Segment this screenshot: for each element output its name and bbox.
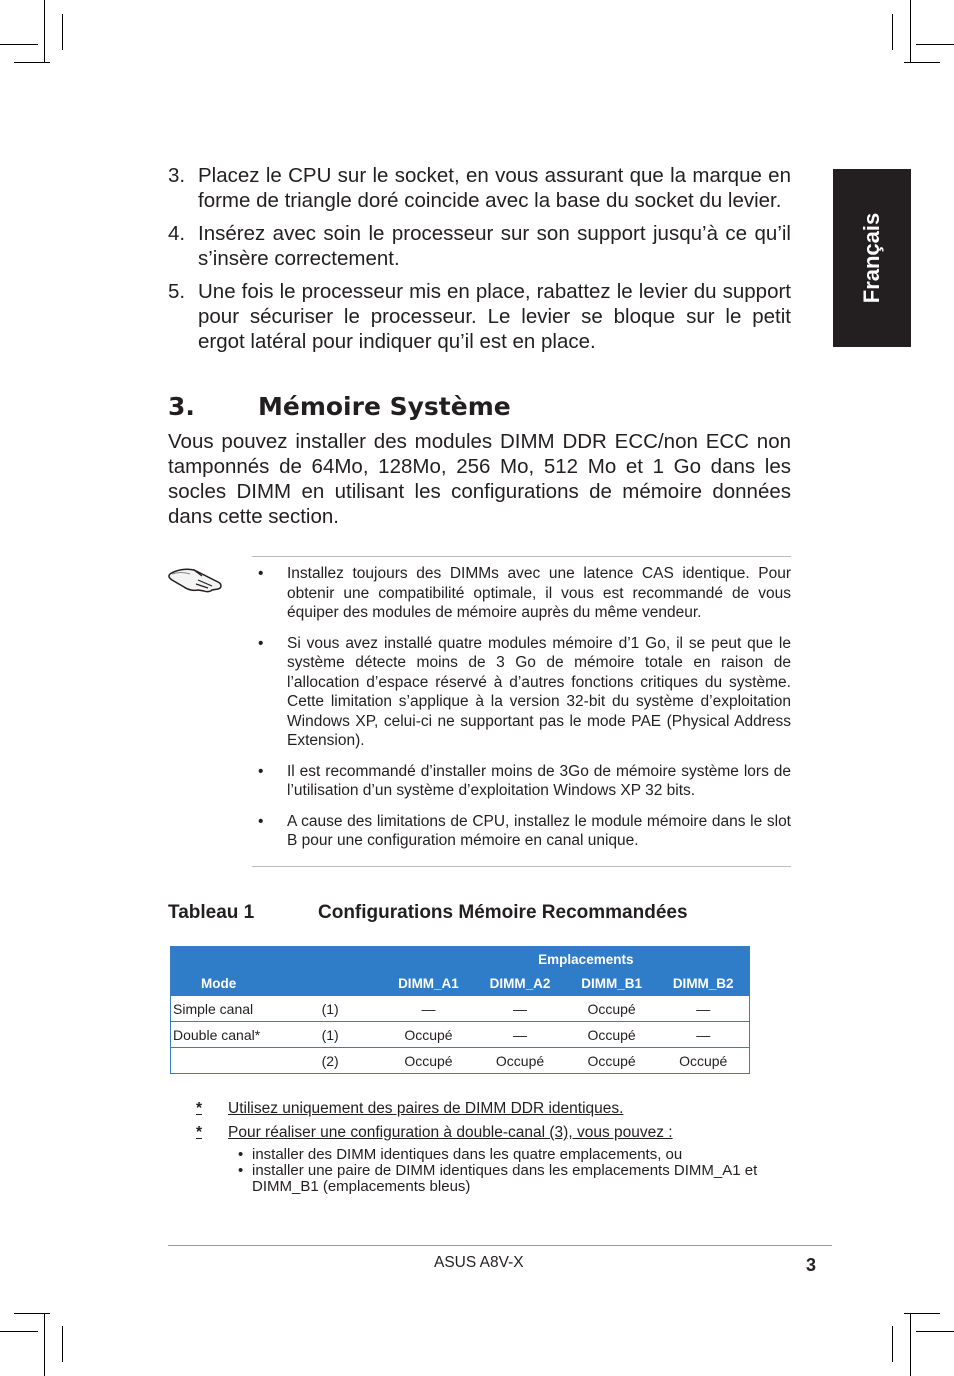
section-heading [168, 392, 791, 421]
note-text: A cause des limitations de CPU, installez le module mémoire dans le slot B pour une configuration mémoire en canal unique. [287, 812, 791, 849]
table-row [171, 1048, 750, 1074]
step-number: 4. [168, 222, 186, 245]
note-item [252, 564, 791, 623]
config-number-cell: (1) [322, 1022, 383, 1048]
step-number: 5. [168, 280, 186, 303]
crop-mark [904, 62, 940, 63]
slot-header: DIMM_B1 [566, 971, 658, 996]
crop-mark [892, 1326, 893, 1362]
mode-cell: Simple canal [171, 996, 322, 1022]
note-text: Installez toujours des DIMMs avec une latence CAS identique. Pour obtenir une compatibilité optimale, il vous est recommandé de vous équiper des modules de mémoire auprès du même vendeur. [287, 565, 791, 621]
slot-cell: — [383, 996, 475, 1022]
slot-cell: Occupé [657, 1048, 749, 1074]
bullet: • [258, 812, 264, 830]
step-item [168, 163, 791, 213]
crop-mark [44, 1314, 45, 1376]
slot-cell: — [474, 1022, 566, 1048]
slot-header: DIMM_A2 [474, 971, 566, 996]
footnote-subitem-text: installer une paire de DIMM identiques dans les emplacements DIMM_A1 et DIMM_B1 (emplacements bleus) [252, 1162, 758, 1195]
note-item [252, 634, 791, 751]
section-number: 3. [168, 392, 195, 421]
crop-mark [44, 0, 45, 62]
footnote-text: Utilisez uniquement des paires de DIMM DDR identiques. [228, 1100, 624, 1117]
note-item [252, 762, 791, 801]
slot-cell: Occupé [383, 1048, 475, 1074]
language-tab-label: Français [859, 212, 884, 304]
crop-mark [62, 14, 63, 50]
step-item [168, 279, 791, 354]
footnote-sublist [196, 1147, 796, 1195]
slot-cell: Occupé [383, 1022, 475, 1048]
bullet: • [238, 1146, 244, 1163]
slot-cell: — [657, 996, 749, 1022]
bullet: • [238, 1162, 244, 1179]
table-caption-title: Configurations Mémoire Recommandées [318, 902, 688, 923]
footnote [196, 1097, 796, 1121]
footnote [196, 1121, 796, 1145]
footnote-subitem [238, 1147, 796, 1163]
crop-mark [904, 1313, 940, 1314]
table-row [171, 1022, 750, 1048]
step-text: Insérez avec soin le processeur sur son support jusqu’à ce qu’il s’insère correctement. [198, 222, 791, 270]
step-text: Placez le CPU sur le socket, en vous assurant que la marque en forme de triangle doré coincide avec la base du socket du levier. [198, 164, 791, 212]
slot-cell: Occupé [566, 1022, 658, 1048]
footer-divider [168, 1245, 832, 1246]
table-caption-label: Tableau 1 [168, 902, 255, 923]
slot-cell: Occupé [566, 996, 658, 1022]
config-number-cell: (1) [322, 996, 383, 1022]
slots-group-header: Emplacements [383, 947, 750, 972]
crop-mark [916, 1331, 954, 1332]
crop-mark [0, 1331, 38, 1332]
crop-mark [892, 14, 893, 50]
footnote-subitem-text: installer des DIMM identiques dans les quatre emplacements, ou [252, 1146, 683, 1163]
crop-mark [14, 1313, 50, 1314]
mode-header: Mode [171, 971, 322, 996]
crop-mark [910, 0, 911, 62]
page-number: 3 [806, 1255, 817, 1275]
footnote-star: * [196, 1100, 203, 1117]
step-item [168, 221, 791, 271]
table-footnotes [196, 1097, 796, 1195]
section-title: Mémoire Système [258, 392, 511, 421]
crop-mark [916, 44, 954, 45]
slot-header: DIMM_B2 [657, 971, 749, 996]
language-tab [833, 169, 911, 347]
step-list [168, 163, 791, 362]
slot-cell: Occupé [474, 1048, 566, 1074]
note-text: Il est recommandé d’installer moins de 3Go de mémoire système lors de l’utilisation d’un système d’exploitation Windows XP 32 bits. [287, 762, 791, 799]
crop-mark [14, 62, 50, 63]
memory-config-table [170, 946, 750, 1074]
crop-mark [910, 1314, 911, 1376]
table-caption [168, 902, 791, 924]
footnote-subitem [238, 1163, 796, 1195]
slot-cell: — [474, 996, 566, 1022]
table-header-row [171, 971, 750, 996]
slot-header: DIMM_A1 [383, 971, 475, 996]
slot-cell: — [657, 1022, 749, 1048]
crop-mark [0, 44, 38, 45]
table-row [171, 996, 750, 1022]
config-number-cell: (2) [322, 1048, 383, 1074]
note-hand-icon [168, 560, 224, 594]
footnote-text: Pour réaliser une configuration à double-canal (3), vous pouvez : [228, 1124, 673, 1141]
step-number: 3. [168, 164, 186, 187]
step-text: Une fois le processeur mis en place, rabattez le levier du support pour sécuriser le processeur. Le levier se bloque sur le petit ergot latéral pour indiquer qu’il est en place. [198, 280, 791, 353]
note-item [252, 812, 791, 851]
bullet: • [258, 634, 264, 652]
mode-cell [171, 1048, 322, 1074]
footer-product: ASUS A8V-X [434, 1254, 524, 1271]
footnote-star: * [196, 1124, 203, 1141]
table-header-row [171, 947, 750, 972]
intro-paragraph: Vous pouvez installer des modules DIMM DDR ECC/non ECC non tamponnés de 64Mo, 128Mo, 256 Mo, 512 Mo et 1 Go dans les socles DIMM en utilisant les configurations de mémoire données dans cette section. [168, 430, 791, 528]
bullet: • [258, 565, 264, 582]
bullet: • [258, 762, 264, 780]
note-box [252, 556, 791, 867]
slot-cell: Occupé [566, 1048, 658, 1074]
crop-mark [62, 1326, 63, 1362]
mode-cell: Double canal* [171, 1022, 322, 1048]
note-text: Si vous avez installé quatre modules mémoire d’1 Go, il se peut que le système détecte moins de 3 Go de mémoire totale en raison de l’allocation d’espace réservé à d’autres fonctions critiques du système. Cette limitation s’applique à la version 32-bit du système d’exploitation Windows XP, celui-ci ne supportant pas le mode PAE (Physical Address Extension). [287, 634, 791, 749]
